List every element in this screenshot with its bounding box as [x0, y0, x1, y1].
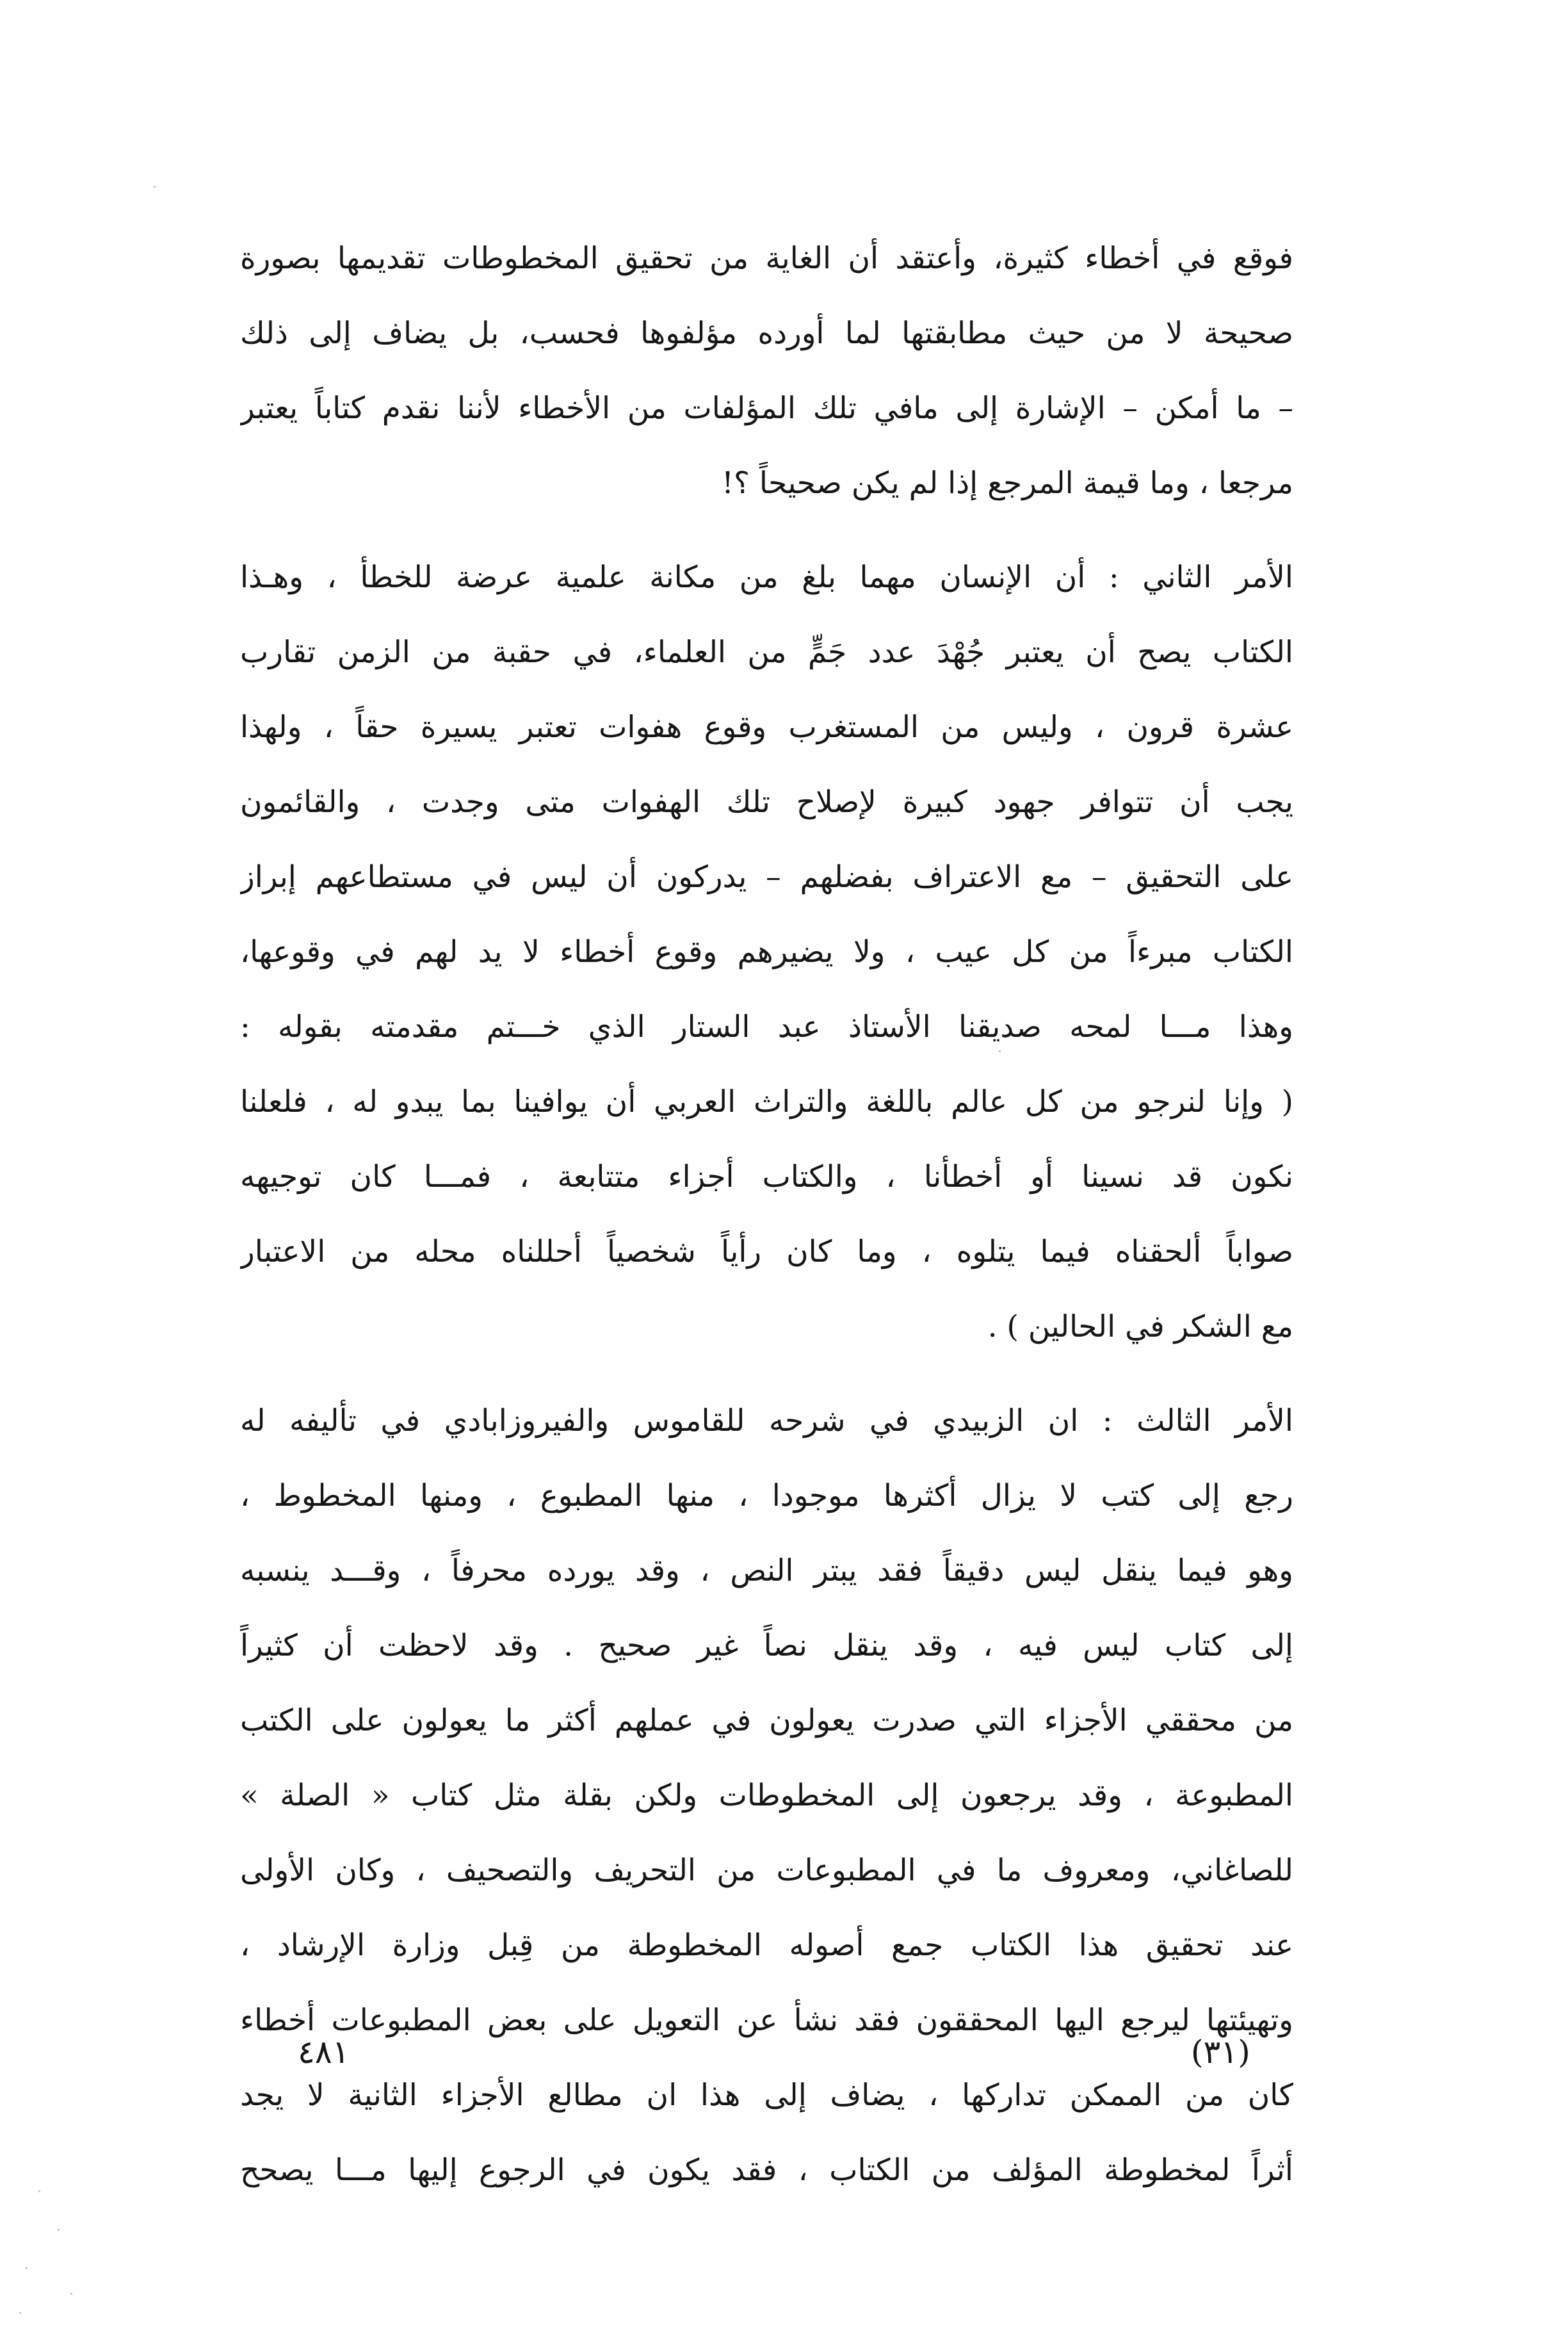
text-line: عشرة قرون ، وليس من المستغرب وقوع هفوات تعتبر يسيرة حقاً ، ولهذا	[240, 710, 1293, 745]
text-line: صواباً ألحقناه فيما يتلوه ، وما كان رأياً شخصياً أحللناه محله من الاعتبار	[240, 1234, 1293, 1269]
text-line: عند تحقيق هذا الكتاب جمع أصوله المخطوطة من قِبل وزارة الإرشاد ،	[240, 1928, 1293, 1963]
scan-speck	[999, 1050, 1001, 1052]
text-line: إلى كتاب ليس فيه ، وقد ينقل نصاً غير صحيح . وقد لاحظت أن كثيراً	[240, 1628, 1293, 1663]
text-line: فوقع في أخطاء كثيرة، وأعتقد أن الغاية من تحقيق المخطوطات تقديمها بصورة	[240, 241, 1293, 276]
text-line: وهذا مـــا لمحه صديقنا الأستاذ عبد الستار الذي خـــتم مقدمته بقوله :	[240, 1009, 1293, 1045]
text-line: الكتاب مبرءاً من كل عيب ، ولا يضيرهم وقوع أخطاء لا يد لهم في وقوعها،	[240, 934, 1293, 970]
signature-number: (٣١)	[1191, 2033, 1250, 2071]
body-text	[240, 221, 1293, 2208]
text-line: نكون قد نسينا أو أخطأنا ، والكتاب أجزاء متتابعة ، فمـــا كان توجيهه	[240, 1159, 1293, 1194]
text-line: يجب أن تتوافر جهود كبيرة لإصلاح تلك الهفوات متى وجدت ، والقائمون	[240, 785, 1293, 820]
text-line: على التحقيق – مع الاعتراف بفضلهم – يدركون أن ليس في مستطاعهم إبراز	[240, 859, 1293, 895]
paragraph-1	[240, 221, 1293, 521]
text-line: الكتاب يصح أن يعتبر جُهْدَ عدد جَمٍّ من العلماء، في حقبة من الزمن تقارب	[240, 635, 1293, 670]
scan-speck	[70, 2293, 72, 2295]
text-line: كان من الممكن تداركها ، يضاف إلى هذا ان مطالع الأجزاء الثانية لا يجد	[240, 2078, 1293, 2113]
paragraph-2	[240, 540, 1293, 1364]
text-line: مع الشكر في الحالين ) .	[987, 1309, 1293, 1344]
scan-speck	[58, 2229, 60, 2231]
text-line: – ما أمكن – الإشارة إلى مافي تلك المؤلفات من الأخطاء لأننا نقدم كتاباً يعتبر	[240, 391, 1293, 426]
text-line: رجع إلى كتب لا يزال أكثرها موجودا ، منها المطبوع ، ومنها المخطوط ،	[240, 1478, 1293, 1513]
page-number: ٤٨١	[298, 2033, 350, 2071]
text-line: الأمر الثاني : أن الإنسان مهما بلغ من مكانة علمية عرضة للخطأ ، وهـذا	[240, 560, 1293, 595]
paragraph-3	[240, 1383, 1293, 2208]
text-line: المطبوعة ، وقد يرجعون إلى المخطوطات ولكن بقلة مثل كتاب « الصلة »	[240, 1778, 1293, 1813]
text-line: صحيحة لا من حيث مطابقتها لما أورده مؤلفوها فحسب، بل يضاف إلى ذلك	[240, 316, 1293, 351]
text-line: ( وإنا لنرجو من كل عالم باللغة والتراث العربي أن يوافينا بما يبدو له ، فلعلنا	[240, 1084, 1293, 1120]
text-line: وتهيئتها ليرجع اليها المحققون فقد نشأ عن التعويل على بعض المطبوعات أخطاء	[240, 2003, 1293, 2038]
text-line: الأمر الثالث : ان الزبيدي في شرحه للقاموس والفيروزابادي في تأليفه له	[240, 1403, 1293, 1438]
text-line: للصاغاني، ومعروف ما في المطبوعات من التحريف والتصحيف ، وكان الأولى	[240, 1853, 1293, 1888]
text-line: أثراً لمخطوطة المؤلف من الكتاب ، فقد يكون في الرجوع إليها مـــا يصحح	[240, 2153, 1293, 2188]
text-line: مرجعا ، وما قيمة المرجع إذا لم يكن صحيحاً ؟!	[722, 466, 1293, 501]
text-line: من محققي الأجزاء التي صدرت يعولون في عملهم أكثر ما يعولون على الكتب	[240, 1703, 1293, 1738]
scan-speck	[154, 186, 156, 188]
scan-speck	[26, 2267, 28, 2269]
text-line: وهو فيما ينقل ليس دقيقاً فقد يبتر النص ، وقد يورده محرفاً ، وقـــد ينسبه	[240, 1553, 1293, 1588]
scan-speck	[38, 2190, 40, 2192]
scan-speck	[19, 2312, 21, 2314]
